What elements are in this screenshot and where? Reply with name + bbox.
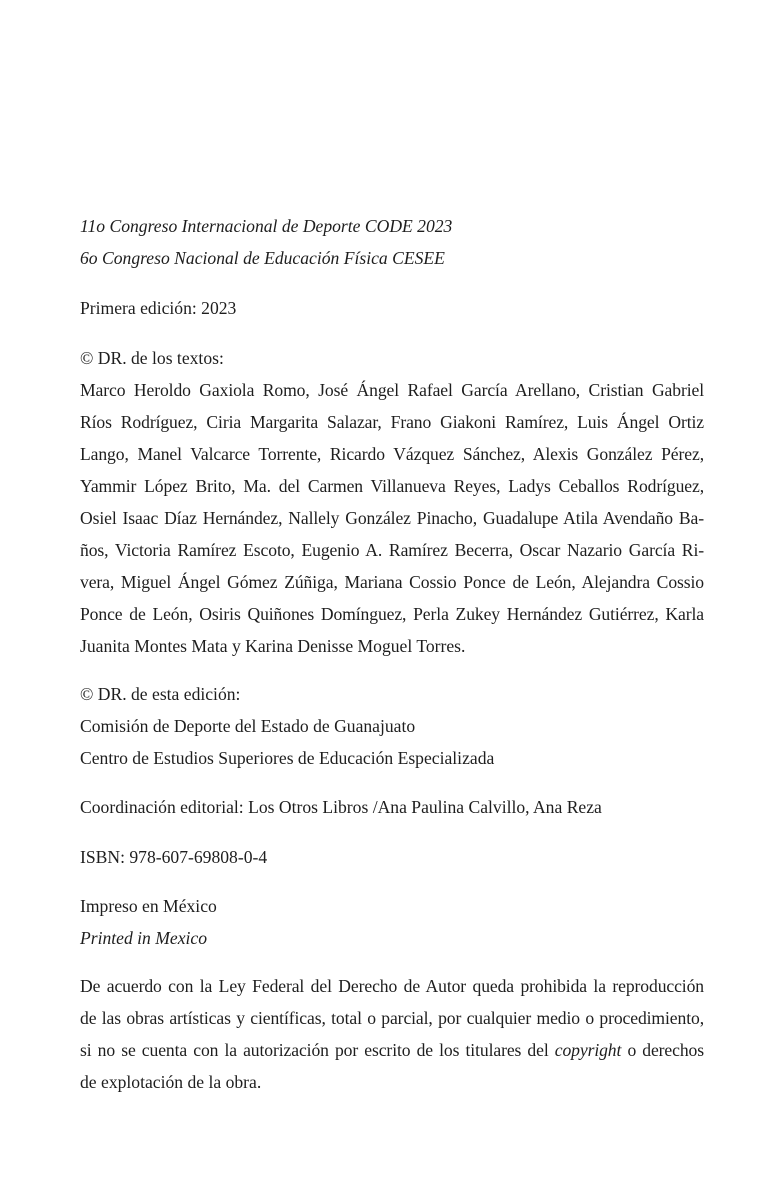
edition-text: Primera edición: 2023: [80, 298, 237, 318]
congress-titles: [80, 210, 704, 274]
copyright-term: copyright: [554, 1040, 622, 1060]
authors-line: Marco Heroldo Gaxiola Romo, José Ángel Rafael García Arellano, Cristian Gabriel: [80, 380, 704, 400]
congress-title-1: 11o Congreso Internacional de Deporte CODE 2023: [80, 216, 453, 236]
authors-line: ños, Victoria Ramírez Escoto, Eugenio A. Ramírez Becerra, Oscar Nazario García Ri-: [80, 540, 704, 560]
printed-es: Impreso en México: [80, 896, 217, 916]
legal-line-3-start: si no se cuenta con la autorización por escrito de los titulares del: [80, 1040, 549, 1060]
authors-line: Osiel Isaac Díaz Hernández, Nallely González Pinacho, Guadalupe Atila Avendaño Ba-: [80, 508, 704, 528]
legal-line-3-end: o derechos: [627, 1040, 704, 1060]
printed-en: Printed in Mexico: [80, 928, 208, 948]
authors-line: Yammir López Brito, Ma. del Carmen Villanueva Reyes, Ladys Ceballos Rodríguez,: [80, 476, 704, 496]
edition-rights-section: [80, 678, 704, 774]
isbn-info: [80, 841, 704, 873]
printed-info: [80, 890, 704, 954]
authors-line-last: Juanita Montes Mata y Karina Denisse Moguel Torres.: [80, 636, 466, 656]
legal-line-3: [80, 1034, 704, 1066]
legal-notice: [80, 970, 704, 1098]
coordination-info: [80, 791, 704, 823]
legal-line: de las obras artísticas y científicas, total o parcial, por cualquier medio o procedimiento,: [80, 1008, 704, 1028]
authors-line: Ríos Rodríguez, Ciria Margarita Salazar, Frano Giakoni Ramírez, Luis Ángel Ortiz: [80, 412, 704, 432]
publisher-2: Centro de Estudios Superiores de Educación Especializada: [80, 748, 495, 768]
edition-rights-heading: © DR. de esta edición:: [80, 684, 241, 704]
congress-title-2: 6o Congreso Nacional de Educación Física CESEE: [80, 248, 445, 268]
legal-line: De acuerdo con la Ley Federal del Derecho de Autor queda prohibida la reproducción: [80, 976, 704, 996]
legal-line-last: de explotación de la obra.: [80, 1072, 262, 1092]
texts-rights-heading: © DR. de los textos:: [80, 348, 224, 368]
edition-info: [80, 292, 704, 324]
isbn-text: ISBN: 978-607-69808-0-4: [80, 847, 268, 867]
authors-line: vera, Miguel Ángel Gómez Zúñiga, Mariana Cossio Ponce de León, Alejandra Cossio: [80, 572, 704, 592]
authors-line: Lango, Manel Valcarce Torrente, Ricardo Vázquez Sánchez, Alexis González Pérez,: [80, 444, 704, 464]
texts-rights-section: [80, 342, 704, 662]
coordination-text: Coordinación editorial: Los Otros Libros /Ana Paulina Calvillo, Ana Reza: [80, 797, 602, 817]
publisher-1: Comisión de Deporte del Estado de Guanajuato: [80, 716, 416, 736]
authors-line: Ponce de León, Osiris Quiñones Domínguez, Perla Zukey Hernández Gutiérrez, Karla: [80, 604, 704, 624]
